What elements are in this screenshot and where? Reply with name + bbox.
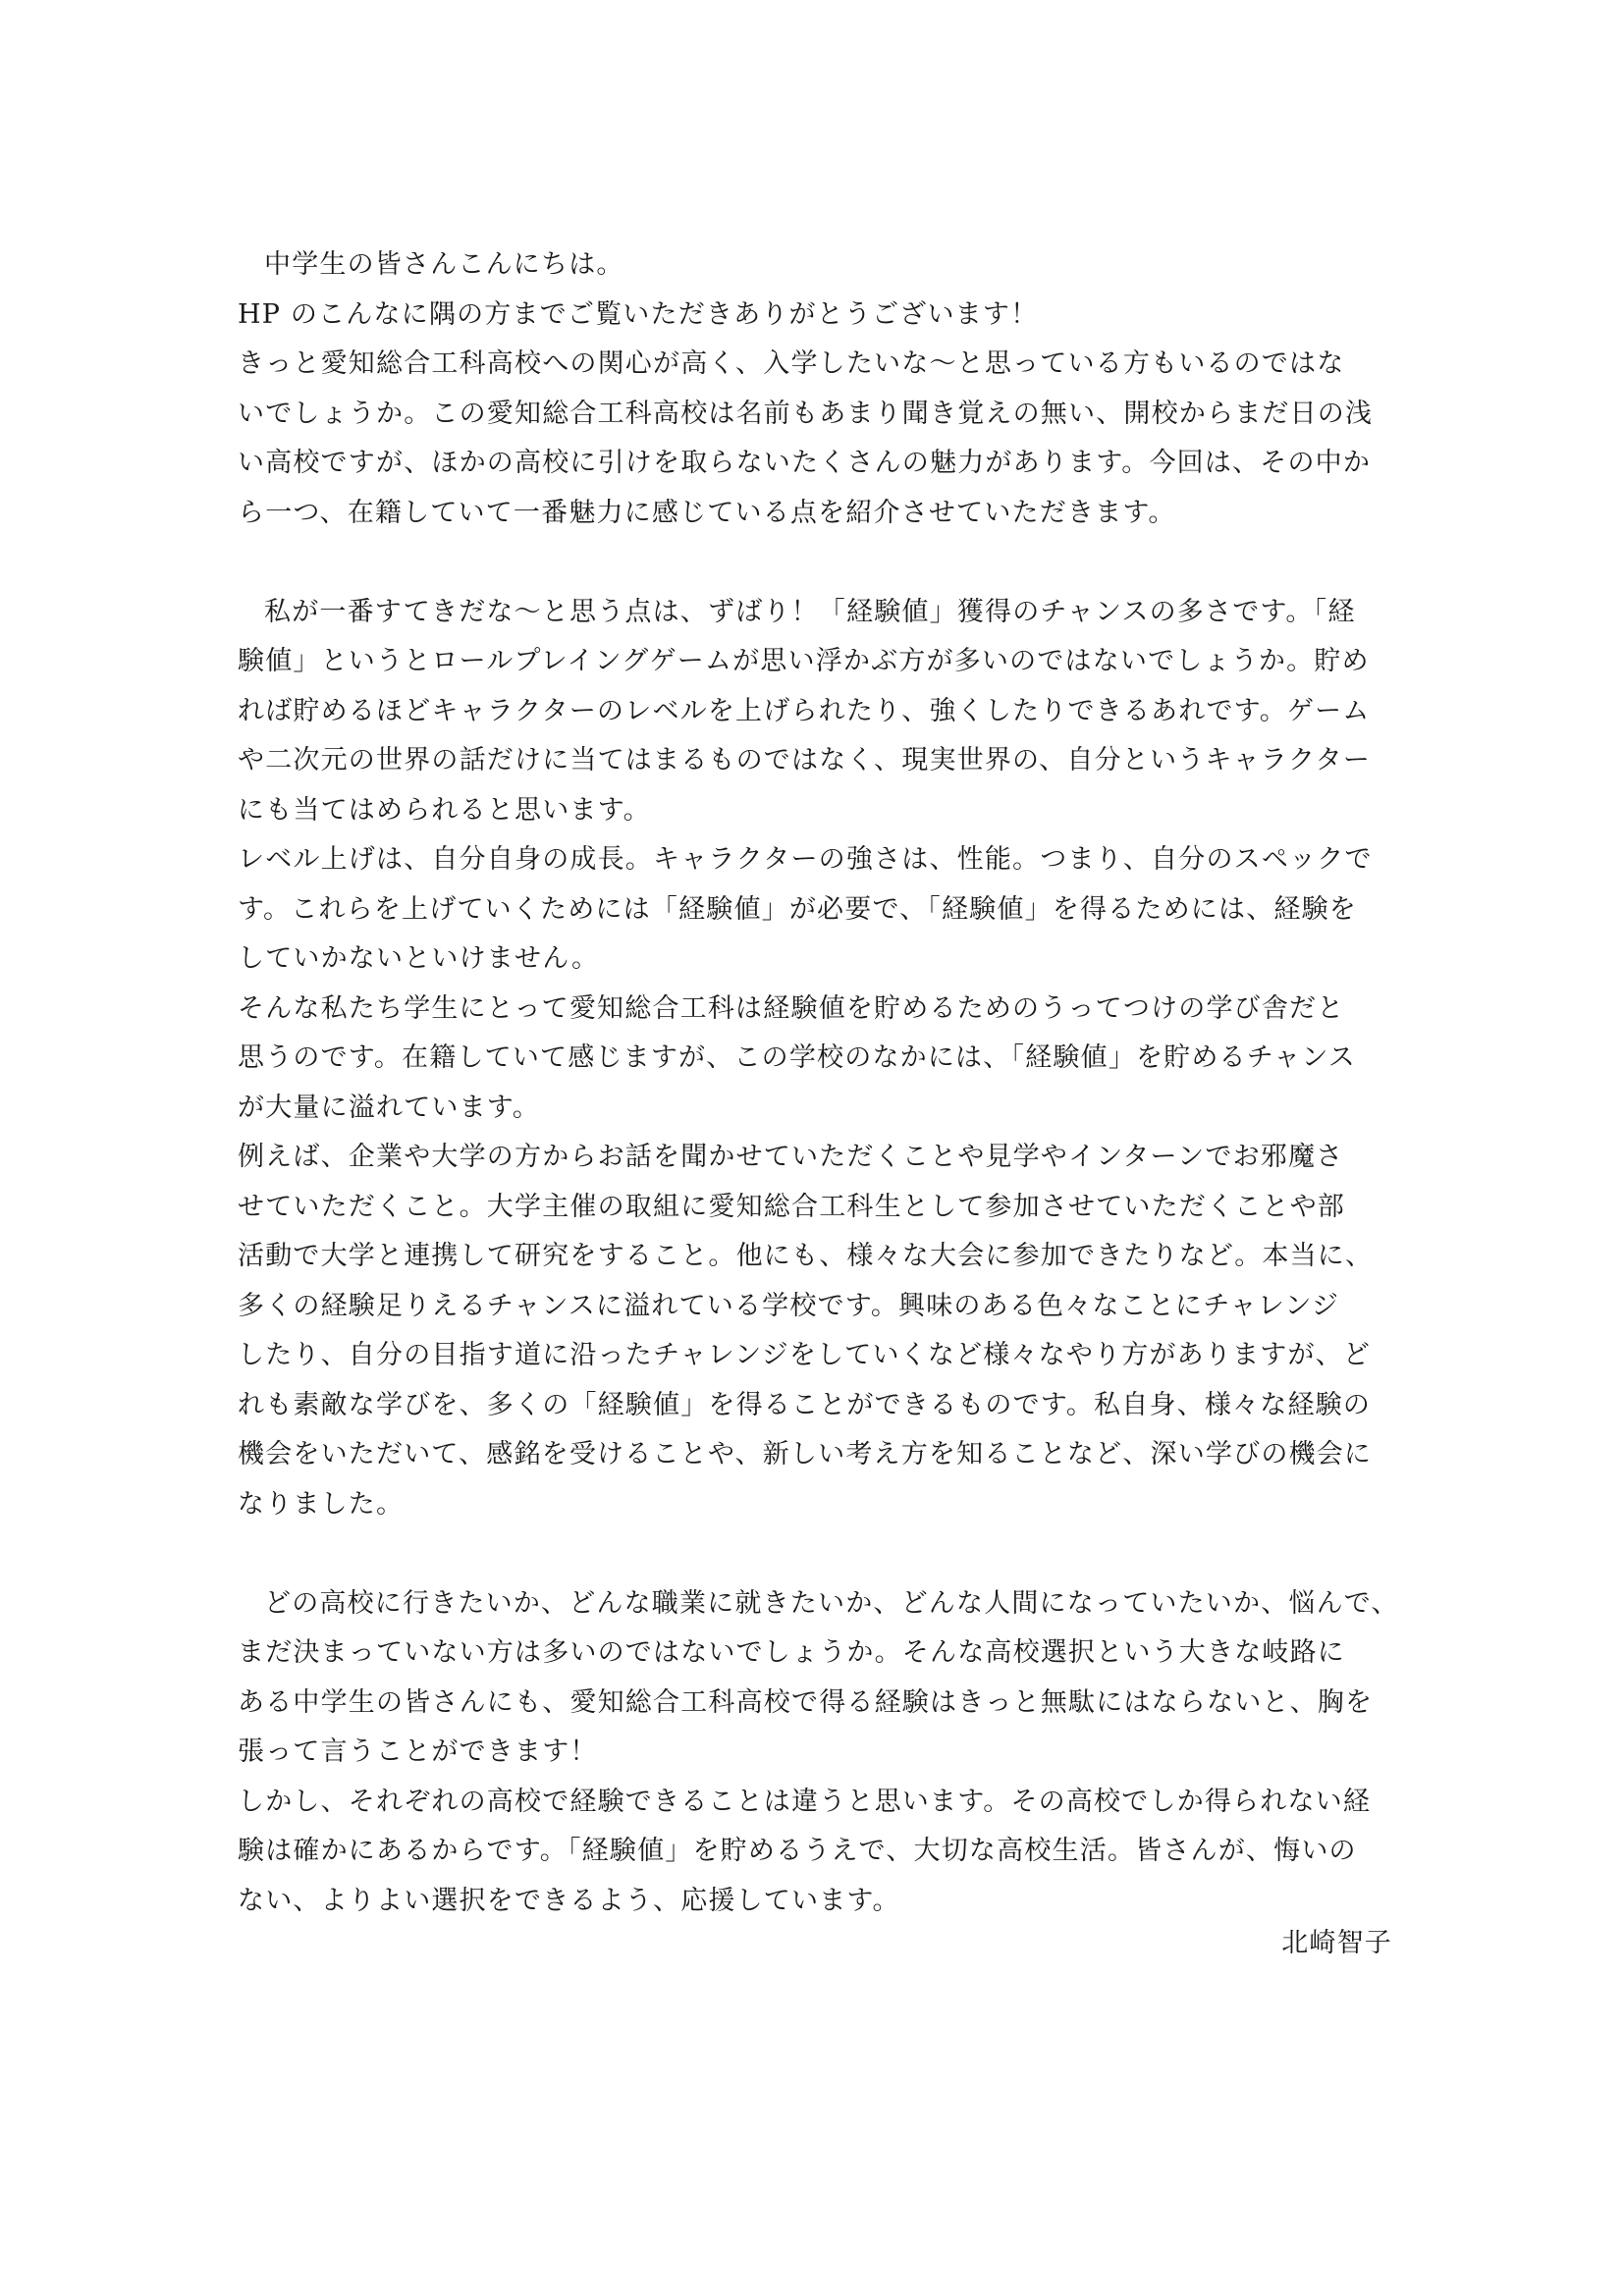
text-line: れも素敵な学びを、多くの「経験値」を得ることができるものです。私自身、様々な経験の [238, 1389, 1372, 1420]
text-line: 多くの経験足りえるチャンスに溢れている学校です。興味のある色々なことにチャレンジ [238, 1290, 1340, 1321]
text-line: す。これらを上げていくためには「経験値」が必要で、「経験値」を得るためには、経験を [238, 893, 1357, 925]
text-line: 験は確かにあるからです。「経験値」を貯めるうえで、大切な高校生活。皆さんが、悔いの [238, 1836, 1357, 1866]
text-line: レベル上げは、自分自身の成長。キャラクターの強さは、性能。つまり、自分のスペックで [238, 844, 1373, 875]
text-line: 思うのです。在籍していて感じますが、この学校のなかには、「経験値」を貯めるチャンス [238, 1042, 1356, 1073]
text-line: ある中学生の皆さんにも、愛知総合工科高校で得る経験はきっと無駄にはならないと、胸を [238, 1686, 1374, 1718]
text-line: したり、自分の目指す道に沿ったチャレンジをしていくなど様々なやり方がありますが、ど [238, 1340, 1372, 1370]
text-line: れば貯めるほどキャラクターのレベルを上げられたり、強くしたりできるあれです。ゲーム [238, 695, 1371, 726]
text-line: しかし、それぞれの高校で経験できることは違うと思います。その高校でしか得られない経 [238, 1786, 1372, 1817]
text-line: HP のこんなに隅の方までご覧いただきありがとうございます！ [238, 298, 1039, 330]
text-line: 例えば、企業や大学の方からお話を聞かせていただくことや見学やインターンでお邪魔さ [238, 1142, 1344, 1172]
paragraph-greeting [238, 240, 1392, 538]
text-line: まだ決まっていない方は多いのではないでしょうか。そんな高校選択という大きな岐路に [238, 1637, 1345, 1668]
paragraph-closing [238, 1579, 1399, 1927]
text-line: 張って言うことができます！ [238, 1736, 598, 1767]
text-line: 私が一番すてきだな〜と思う点は、ずばり！「経験値」獲得のチャンスの多さです。「経 [264, 596, 1356, 627]
paragraph-experience [238, 588, 1392, 1530]
text-line: 機会をいただいて、感銘を受けることや、新しい考え方を知ることなど、深い学びの機会に [238, 1439, 1373, 1469]
text-line: い高校ですが、ほかの高校に引けを取らないたくさんの魅力があります。今回は、その中か [238, 448, 1372, 478]
text-line: にも当てはめられると思います。 [238, 794, 651, 826]
text-line: 験値」というとロールプレイングゲームが思い浮かぶ方が多いのではないでしょうか。貯め [238, 646, 1370, 676]
text-line: ない、よりよい選択をできるよう、応援しています。 [238, 1885, 900, 1916]
text-line: ら一つ、在籍していて一番魅力に感じている点を紹介させていただきます。 [238, 497, 1176, 528]
text-line: きっと愛知総合工科高校への関心が高く、入学したいな〜と思っている方もいるのではな [238, 348, 1345, 379]
letter-body [238, 240, 1399, 1926]
text-line: そんな私たち学生にとって愛知総合工科は経験値を貯めるためのうってつけの学び舎だと [238, 992, 1345, 1024]
text-line: 中学生の皆さんこんにちは。 [264, 249, 624, 280]
text-line: が大量に溢れています。 [238, 1092, 541, 1123]
paragraph-spacer [238, 538, 1392, 588]
author-signature: 北崎智子 [1281, 1928, 1392, 1958]
text-line: していかないといけません。 [238, 943, 600, 974]
text-line: どの高校に行きたいか、どんな職業に就きたいか、どんな人間になっていたいか、悩んで、 [264, 1587, 1399, 1619]
text-line: いでしょうか。この愛知総合工科高校は名前もあまり聞き覚えの無い、開校からまだ日の浅 [238, 398, 1374, 429]
paragraph-spacer [238, 1529, 1392, 1579]
text-line: なりました。 [238, 1488, 405, 1520]
text-line: や二次元の世界の話だけに当てはまるものではなく、現実世界の、自分というキャラクター [238, 745, 1372, 775]
text-line: 活動で大学と連携して研究をすること。他にも、様々な大会に参加できたりなど。本当に、 [238, 1241, 1374, 1271]
text-line: せていただくこと。大学主催の取組に愛知総合工科生として参加させていただくことや部 [238, 1191, 1345, 1222]
